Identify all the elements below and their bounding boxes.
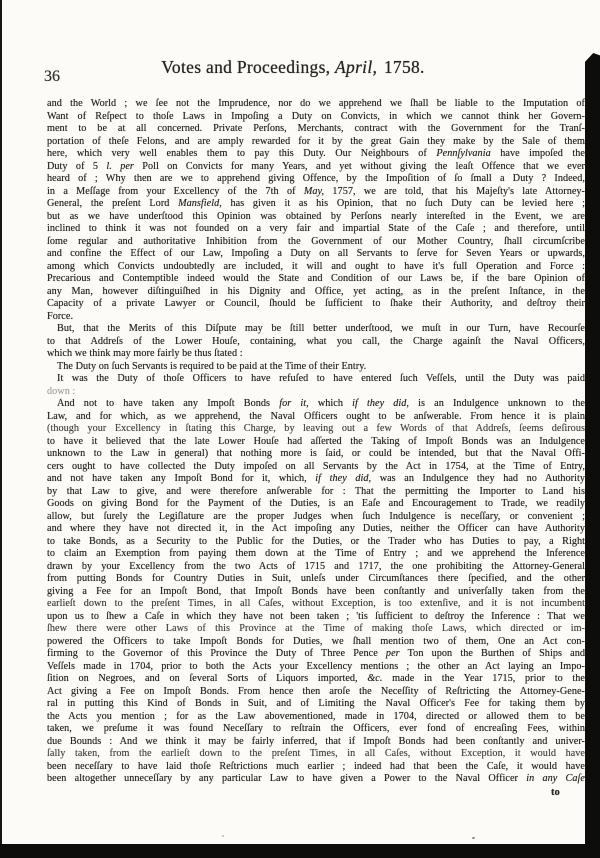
- text-line: earlieſt down to the preſent Times, in all Caſes, without Exception, is too extenſive, and it is not incumbent: [47, 598, 585, 609]
- page-number: 36: [44, 68, 60, 85]
- text-line: Capacity of a private Lawyer or Council, ſhould be ſufficient to ſhake their Authority, and deſtroy their: [47, 298, 585, 309]
- text-line: heard of ; Why then are we to apprehend giving Offence, by the Impoſition of ſo ſmall a Duty ? Indeed,: [47, 173, 585, 184]
- text-line: The Duty on ſuch Servants is required to be paid at the Time of their Entry.: [57, 360, 367, 372]
- page-title: Votes and Proceedings, April, 1758.: [161, 57, 425, 77]
- text-line: to have it believed that the late Lower Houſe had aſſerted the Taking of Impoſt Bonds was an Indulgence: [47, 435, 585, 447]
- text-line: down :: [47, 385, 76, 397]
- text-line: and the World ; we ſee not the Imprudence, nor do we apprehend we ſhall be liable to the Imputation of: [47, 98, 585, 109]
- text-line: General, the preſent Lord Mansfield, has given it as his Opinion, that no ſuch Duty can be levied here ;: [47, 198, 585, 209]
- text-line: portation of theſe Felons, and are amply rewarded for it by the great Gain they make by the Sale of them: [47, 135, 585, 147]
- text-line: here, which very well enables them to pay this Duty. Our Neighbours of Pennſylvania have impoſed the: [47, 148, 585, 159]
- text-line: Want of Reſpect to thoſe Laws in Impoſing a Duty on Convicts, in which we cannot think her Govern-: [47, 110, 585, 122]
- text-line: (though your Excellency in ſtating this Charge, by leaving out a few Words of that Addreſs, ſeems deſirous: [47, 423, 585, 434]
- scan-edge-right: [585, 53, 600, 858]
- text-line: Precarious and Contemptible indeed would the State and Condition of our Laws be, if the bare Opinion of: [47, 273, 585, 284]
- text-line: ſome regular and authoritative Inhibition from the Government of our Mother Country, ſhall circumſcribe: [47, 235, 585, 247]
- text-line: the Acts you mention ; for as the Law abovementioned, made in 1704, directed or allowed them to be: [47, 710, 585, 722]
- text-line: Duty of 5 l. per Poll on Convicts for many Years, and yet without giving the leaſt Offence that we ever: [47, 160, 585, 172]
- text-line: allow, but ſurely the Legiſlature are the proper Judges when ſuch Indulgence is neceſſary, or convenient ;: [47, 510, 585, 522]
- text-line: to claim an Exemption from paying them down at the Time of Entry ; and we apprehend the Inference: [47, 548, 585, 559]
- text-line: It was the Duty of thoſe Officers to have refuſed to have entered ſuch Veſſels, until the Duty was paid: [57, 373, 585, 384]
- scan-edge-bottom: [0, 844, 600, 858]
- text-line: Goods on giving Bond for the Payment of the Duties, is an Eaſe and Encouragement to Trade, we readily: [47, 498, 585, 509]
- text-line: to that Addreſs of the Lower Houſe, containing, what you call, the Charge againſt the Naval Officers,: [47, 335, 585, 347]
- text-line: by that Law to give, and were therefore anſwerable for : That the permitting the Importer to Land his: [47, 485, 585, 497]
- text-line: been altogether unneceſſary by any particular Law to have given a Power to the Naval Officer in any Caſe: [47, 773, 585, 784]
- text-line: inclined to think it was not founded on a very fair and impartial State of the Caſe ; and therefore, until: [47, 223, 585, 234]
- text-line: upon us to ſhew a Caſe in which they have not been taken ; 'tis ſufficient to deſtroy the Inference : That we: [47, 610, 585, 622]
- text-line: cers ought to have collected the Duty impoſed on all Servants by the Act in 1754, at the Time of Entry,: [47, 460, 585, 472]
- text-line: and not have taken any Impoſt Bond for it, which, if they did, was an Indulgence they had no Authority: [47, 473, 585, 484]
- text-line: Act giving a Fee on Impoſt Bonds. From hence then aroſe the Neceſſity of Reſtricting the Attorney-Gene-: [47, 685, 585, 697]
- scan-edge-left: [0, 0, 2, 858]
- scan-speck: [472, 837, 475, 839]
- text-line: drawn by your Excellency from the two Acts of 1715 and 1717, the one prohibiting the Attorney-General: [47, 560, 585, 572]
- text-line: ſally taken, from the earlieſt down to the preſent Times, in all Caſes, without Exception, it would have: [47, 748, 585, 759]
- text-line: powered the Officers to take Impoſt Bonds for Duties, we ſhall mention two of them, One an Act con-: [47, 635, 585, 647]
- text-line: to take Bonds, as a Security to the Public for the Duties, or the Trader who has Duties to pay, a Right: [47, 535, 585, 547]
- text-line: from putting Bonds for Country Duties in Suit, unleſs under Circumſtances there ſpecified, and the other: [47, 573, 585, 584]
- text-line: ral in putting this Kind of Bonds in Suit, and of Limiting the Naval Officer's Fee for taking them by: [47, 698, 585, 709]
- text-line: any Man, however diſtinguiſhed in his Dignity and Office, yet acting, as in the preſent Inſtance, in the: [47, 285, 585, 297]
- text-block: [47, 98, 585, 786]
- text-line: ment to be at all concerned. Private Perſons, Merchants, contract with the Government for the Tranſ-: [47, 123, 585, 134]
- text-line: and where they have not directed it, in the Act impoſing any Duties, neither the Officer can have Authority: [47, 523, 585, 534]
- text-line: and confine the Effect of our Law, Impoſing a Duty on all Servants to ſerve for Seven Years or upwards,: [47, 248, 585, 259]
- text-line: unknown to the Law in general) that nothing more is ſaid, or could be intended, but that the Naval Offi-: [47, 448, 585, 459]
- text-line: But, that the Merits of this Diſpute may be ſtill better underſtood, we muſt in our Turn, have Recourſe: [57, 323, 585, 334]
- text-line: ſhew there were other Laws of this Province at the Time of making thoſe Laws, which directed or im-: [47, 623, 585, 634]
- text-line: Force.: [47, 310, 74, 322]
- text-line: ſition on Negroes, and on ſeveral Sorts of Liquors imported, &c. made in the Year 1715, prior to the: [47, 673, 585, 684]
- scan-speck: [222, 835, 224, 837]
- text-line: giving a Fee for an Impoſt Bond, that Impoſt Bonds have been conſtantly and univerſally taken from the: [47, 585, 585, 597]
- text-line: but as we have underſtood this Opinion was obtained by Perſons nearly intereſted in the Event, we are: [47, 210, 585, 222]
- text-line: And not to have taken any Impoſt Bonds for it, which if they did, is an Indulgence unknown to the: [57, 398, 585, 409]
- text-line: Law, and for which, as we apprehend, the Naval Officers ought to be anſwerable. From hence it is plain: [47, 410, 585, 422]
- text-line: which we think may more fairly be thus ſtated :: [47, 348, 243, 359]
- text-line: due Bounds : And we think it may be fairly inferred, that if Impoſt Bonds had been conſtantly and univer-: [47, 735, 585, 747]
- catchword: to: [551, 787, 560, 798]
- text-line: taken, we preſume it was found Neceſſary to reſtrain the Officers, ever fond of encreaſing Fees, within: [47, 723, 585, 734]
- text-line: among which Convicts undoubtedly are included, it will and ought to have it's full Operation and Force :: [47, 260, 585, 272]
- text-line: firming to the Governor of this Province the Duty of Three Pence per Ton upon the Burthen of Ships and: [47, 648, 585, 659]
- text-line: in a Meſſage from your Excellency of the 7th of May, 1757, we are told, that his Majeſty's late Attorney-: [47, 185, 585, 197]
- text-line: been neceſſary to have laid thoſe Reſtrictions much earlier ; indeed had that been the Caſe, it would have: [47, 760, 585, 772]
- text-line: Veſſels made in 1704, prior to both the Acts your Excellency mentions ; the other an Act laying an Impo-: [47, 660, 585, 672]
